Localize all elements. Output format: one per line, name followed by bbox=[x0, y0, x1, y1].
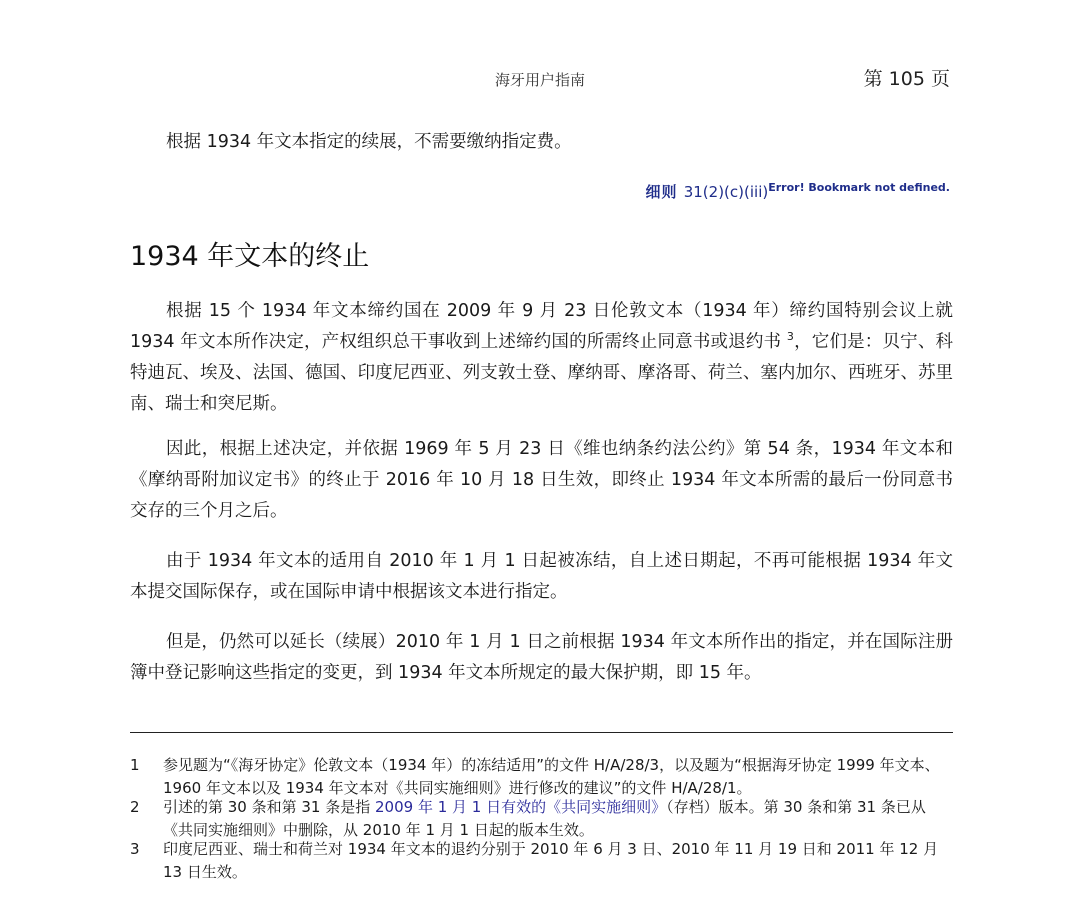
footnote-3 bbox=[130, 838, 953, 884]
page-number: 第 105 页 bbox=[863, 68, 950, 90]
section-title: 1934 年文本的终止 bbox=[130, 241, 370, 272]
paragraph-1-text-b: ，它们是：贝宁、科特迪瓦、埃及、法国、德国、印度尼西亚、列支敦士登、摩纳哥、摩洛哥、荷兰、塞内加尔、西班牙、苏里南、瑞士和突尼斯。 bbox=[130, 332, 953, 414]
paragraph-1-text-a: 根据 15 个 1934 年文本缔约国在 2009 年 9 月 23 日伦敦文本（1934 年）缔约国特别会议上就 1934 年文本所作决定，产权组织总干事收到上述缔约国的所需终止同意书或退约书 bbox=[130, 301, 953, 352]
rule-reference bbox=[645, 181, 950, 202]
footnote-number: 2 bbox=[130, 798, 140, 816]
footnote-2-pre: 引述的第 30 条和第 31 条是指 bbox=[163, 798, 376, 816]
rule-reference-link[interactable]: 31(2)(c)(iii) bbox=[683, 183, 769, 201]
running-header-title: 海牙用户指南 bbox=[494, 71, 585, 89]
bookmark-error: Error! Bookmark not defined. bbox=[768, 181, 950, 194]
paragraph-2: 因此，根据上述决定，并依据 1969 年 5 月 23 日《维也纳条约法公约》第 54 条，1934 年文本和《摩纳哥附加议定书》的终止于 2016 年 10 月 18 日生效，即终止 1934 年文本所需的最后一份同意书交存的三个月之后。 bbox=[130, 439, 953, 521]
footnote-number: 1 bbox=[130, 756, 140, 774]
footnote-ref-3[interactable]: 3 bbox=[786, 330, 794, 344]
footnote-1 bbox=[130, 754, 953, 800]
paragraph-1 bbox=[130, 296, 953, 420]
footnote-divider bbox=[130, 732, 953, 733]
footnote-2-post: （存档）版本。第 30 条和第 31 条已从《共同实施细则》中删除，从 2010 年 1 月 1 日起的版本生效。 bbox=[163, 798, 926, 839]
footnote-2 bbox=[130, 796, 953, 842]
paragraph-4: 但是，仍然可以延长（续展）2010 年 1 月 1 日之前根据 1934 年文本所作出的指定，并在国际注册簿中登记影响这些指定的变更，到 1934 年文本所规定的最大保护期，即 15 年。 bbox=[130, 632, 953, 683]
footnote-text bbox=[163, 796, 953, 842]
common-regulations-link[interactable]: 2009 年 1 月 1 日有效的《共同实施细则》 bbox=[375, 798, 667, 816]
intro-paragraph: 根据 1934 年文本指定的续展，不需要缴纳指定费。 bbox=[166, 132, 572, 152]
paragraph-3: 由于 1934 年文本的适用自 2010 年 1 月 1 日起被冻结，自上述日期起，不再可能根据 1934 年文本提交国际保存，或在国际申请中根据该文本进行指定。 bbox=[130, 551, 953, 602]
footnote-text: 印度尼西亚、瑞士和荷兰对 1934 年文本的退约分别于 2010 年 6 月 3 日、2010 年 11 月 19 日和 2011 年 12 月 13 日生效。 bbox=[163, 840, 939, 881]
footnote-text: 参见题为“《海牙协定》伦敦文本（1934 年）的冻结适用”的文件 H/A/28/3，以及题为“根据海牙协定 1999 年文本、1960 年文本以及 1934 年文本对《共同实施细则》进行修改的建议”的文件 H/A/28/1。 bbox=[163, 756, 940, 797]
footnote-number: 3 bbox=[130, 840, 140, 858]
rule-reference-label: 细则 bbox=[645, 183, 684, 201]
